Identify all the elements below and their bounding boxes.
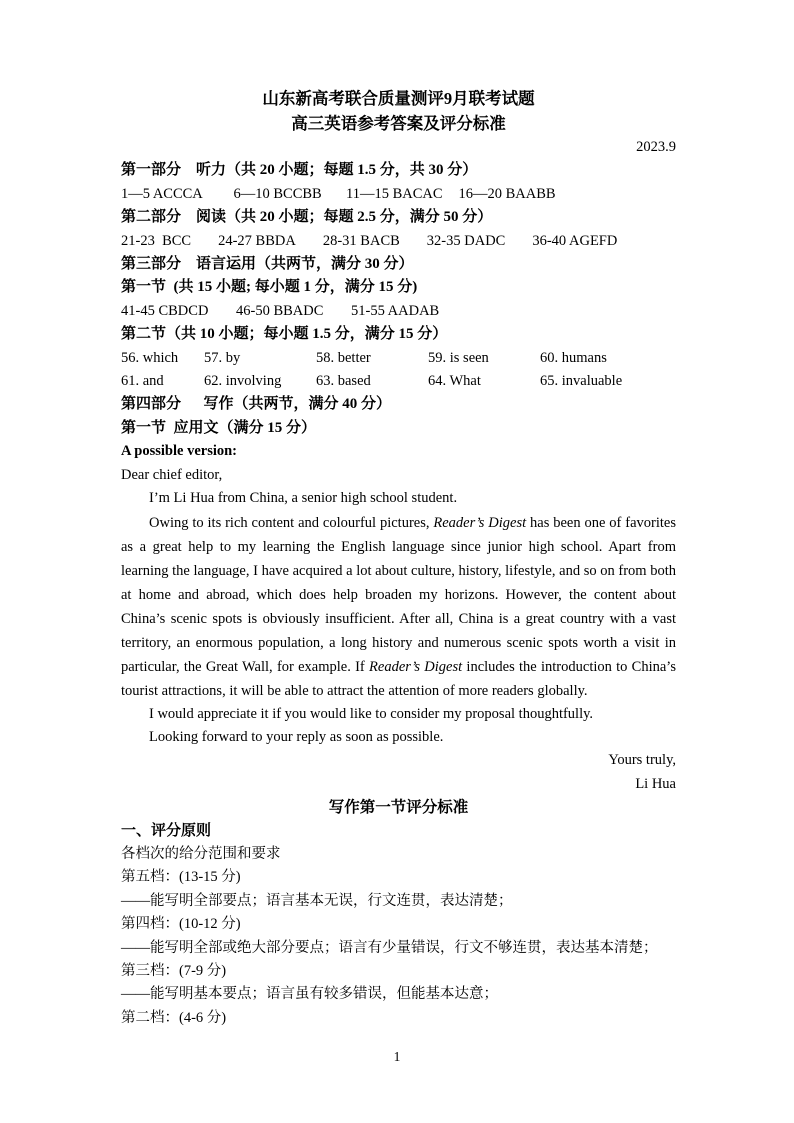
possible-version-label: A possible version: [121, 443, 238, 460]
answer-group: 36-40 AGEFD [532, 232, 618, 249]
rubric-line: 各档次的给分范围和要求 [121, 845, 281, 862]
part2-heading: 第二部分 阅读（共 20 小题；每题 2.5 分，满分 50 分） [121, 209, 493, 226]
answer-group: 21-23 BCC [121, 232, 192, 249]
letter-body-paragraph [121, 511, 676, 703]
book-title: Reader’s Digest [369, 658, 463, 675]
book-title: Reader’s Digest [433, 514, 527, 531]
answer-group: 11—15 BACAC [346, 185, 443, 202]
letter-closing-1: I would appreciate it if you would like to consider my proposal thoughtfully. [149, 705, 594, 722]
answer-group: 46-50 BBADC [236, 302, 324, 319]
rubric-line: ——能写明全部或绝大部分要点；语言有少量错误，行文不够连贯，表达基本清楚； [121, 939, 658, 956]
answer-group: 24-27 BBDA [218, 232, 296, 249]
rubric-line: ——能写明全部要点；语言基本无误，行文连贯，表达清楚； [121, 892, 513, 909]
fill-answer: 59. is seen [428, 349, 489, 366]
answer-group: 1—5 ACCCA [121, 185, 203, 202]
answer-group: 32-35 DADC [426, 232, 506, 249]
part2-answer-row [121, 230, 676, 253]
part3-section1-heading: 第一节 (共 15 小题; 每小题 1 分，满分 15 分) [121, 279, 418, 296]
fill-answer: 57. by [204, 349, 241, 366]
part3-section2-heading: 第二节（共 10 小题；每小题 1.5 分，满分 15 分） [121, 326, 448, 343]
exam-date: 2023.9 [636, 139, 676, 155]
rubric-title: 写作第一节评分标准 [328, 799, 469, 817]
fill-answer: 58. better [316, 349, 371, 366]
fill-answer: 65. invaluable [540, 373, 623, 390]
fill-answer: 64. What [428, 373, 481, 390]
answer-group: 51-55 AADAB [351, 302, 440, 319]
part1-heading: 第一部分 听力（共 20 小题；每题 1.5 分，共 30 分） [121, 162, 478, 179]
letter-closing-2: Looking forward to your reply as soon as possible. [149, 728, 444, 745]
page-number: 1 [393, 1049, 401, 1064]
answer-group: 6—10 BCCBB [233, 185, 322, 202]
part1-answer-row [121, 183, 676, 206]
fill-answer: 63. based [316, 373, 371, 390]
answer-group: 41-45 CBDCD [121, 302, 209, 319]
letter-signature: Li Hua [635, 775, 676, 792]
answer-group: 28-31 BACB [322, 232, 400, 249]
page-title-line1: 山东新高考联合质量测评9月联考试题 [262, 89, 535, 108]
rubric-line: ——能写明基本要点；语言虽有较多错误，但能基本达意； [121, 986, 498, 1003]
rubric-principle-heading: 一、评分原则 [121, 822, 212, 839]
letter-salutation: Dear chief editor, [121, 466, 223, 483]
letter-signoff: Yours truly, [608, 752, 676, 769]
page-title-line2: 高三英语参考答案及评分标准 [291, 114, 506, 133]
letter-intro: I’m Li Hua from China, a senior high school student. [149, 490, 458, 507]
rubric-line: 第三档：(7-9 分) [121, 962, 227, 979]
rubric-line: 第五档：(13-15 分) [121, 869, 241, 886]
fill-answer: 61. and [121, 373, 164, 390]
fill-answer: 56. which [121, 349, 179, 366]
fill-answers-row-2 [121, 370, 676, 393]
answer-group: 16—20 BAABB [458, 185, 556, 202]
body-text-segment: Owing to its rich content and colourful pictures, [149, 514, 434, 531]
part3-heading: 第三部分 语言运用（共两节，满分 30 分） [121, 256, 414, 273]
rubric-line: 第四档：(10-12 分) [121, 916, 241, 933]
fill-answer: 60. humans [540, 349, 607, 366]
body-text-segment: includes the introduction to China’s tourist attractions, it will be able to attract the attention of more readers globally. [121, 658, 676, 699]
part4-heading: 第四部分 写作（共两节，满分 40 分） [121, 396, 392, 413]
body-text-segment: has been one of favorites as a great help to my learning the English language since junior high school. Apart from learning the language, I have acquired a lot about culture, history, lifestyle, and so on from both at home and abroad, which does help broaden my horizons. However, the content about China’s scenic spots is obviously insufficient. After all, China is a great country with a vast territory, an enormous population, a long history and numerous scenic spots worth a visit in particular, the Great Wall, for example. If [121, 514, 676, 675]
part4-section1-heading: 第一节 应用文（满分 15 分） [121, 419, 317, 436]
rubric-line: 第二档：(4-6 分) [121, 1009, 227, 1026]
part3-section1-answer-row [121, 300, 676, 323]
fill-answers-row-1 [121, 347, 676, 370]
fill-answer: 62. involving [204, 373, 282, 390]
